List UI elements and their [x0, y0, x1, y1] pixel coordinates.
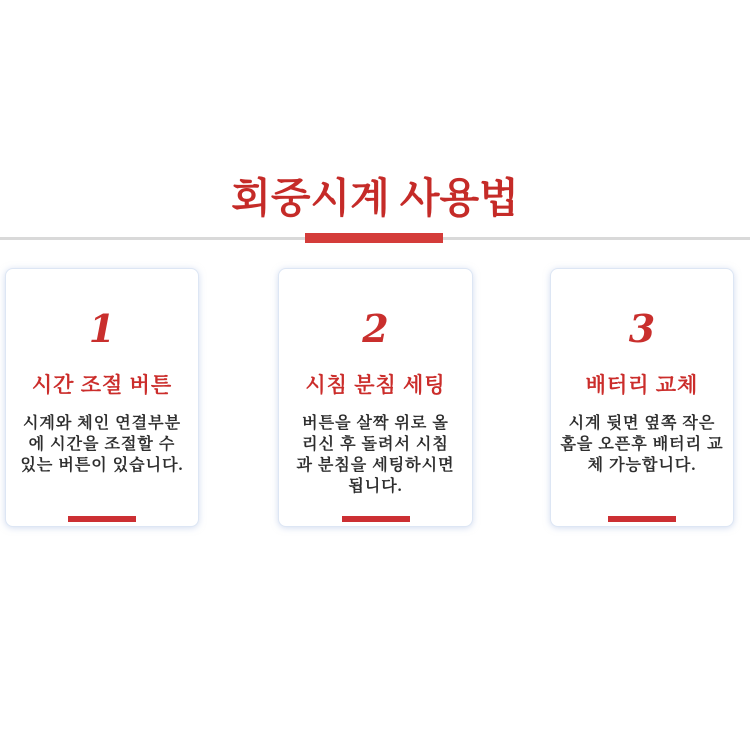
- card-body-line: 과 분침을 세팅하시면: [296, 457, 455, 474]
- card-body-line: 홈을 오픈후 배터리 교: [560, 436, 724, 453]
- card-body-line: 시계 뒷면 옆쪽 작은: [568, 415, 716, 432]
- card-number: 3: [628, 306, 656, 351]
- card-body-line: 시계와 체인 연결부분: [22, 415, 182, 432]
- card-body: [551, 413, 733, 476]
- page-title: 회중시계 사용법: [231, 175, 519, 221]
- instruction-card-2: [278, 268, 473, 527]
- card-title: 시침 분침 세팅: [305, 373, 446, 397]
- card-footer-bar: [608, 516, 676, 522]
- title-underline-bar: [305, 233, 443, 243]
- card-body-line: 버튼을 살짝 위로 올: [302, 415, 449, 432]
- card-body: [279, 413, 472, 497]
- card-footer-bar: [342, 516, 410, 522]
- card-footer-bar: [68, 516, 136, 522]
- card-body: [6, 413, 198, 476]
- card-body-line: 됩니다.: [348, 478, 403, 495]
- card-body-line: 있는 버튼이 있습니다.: [20, 457, 184, 474]
- instruction-card-3: [550, 268, 734, 527]
- card-body-line: 에 시간을 조절할 수: [28, 436, 176, 453]
- card-title: 배터리 교체: [585, 373, 699, 397]
- card-body-line: 체 가능합니다.: [587, 457, 697, 474]
- card-body-line: 리신 후 돌려서 시침: [302, 436, 449, 453]
- card-title: 시간 조절 버튼: [31, 373, 173, 397]
- card-number: 1: [88, 306, 116, 351]
- instruction-card-1: [5, 268, 199, 527]
- card-number: 2: [362, 306, 389, 351]
